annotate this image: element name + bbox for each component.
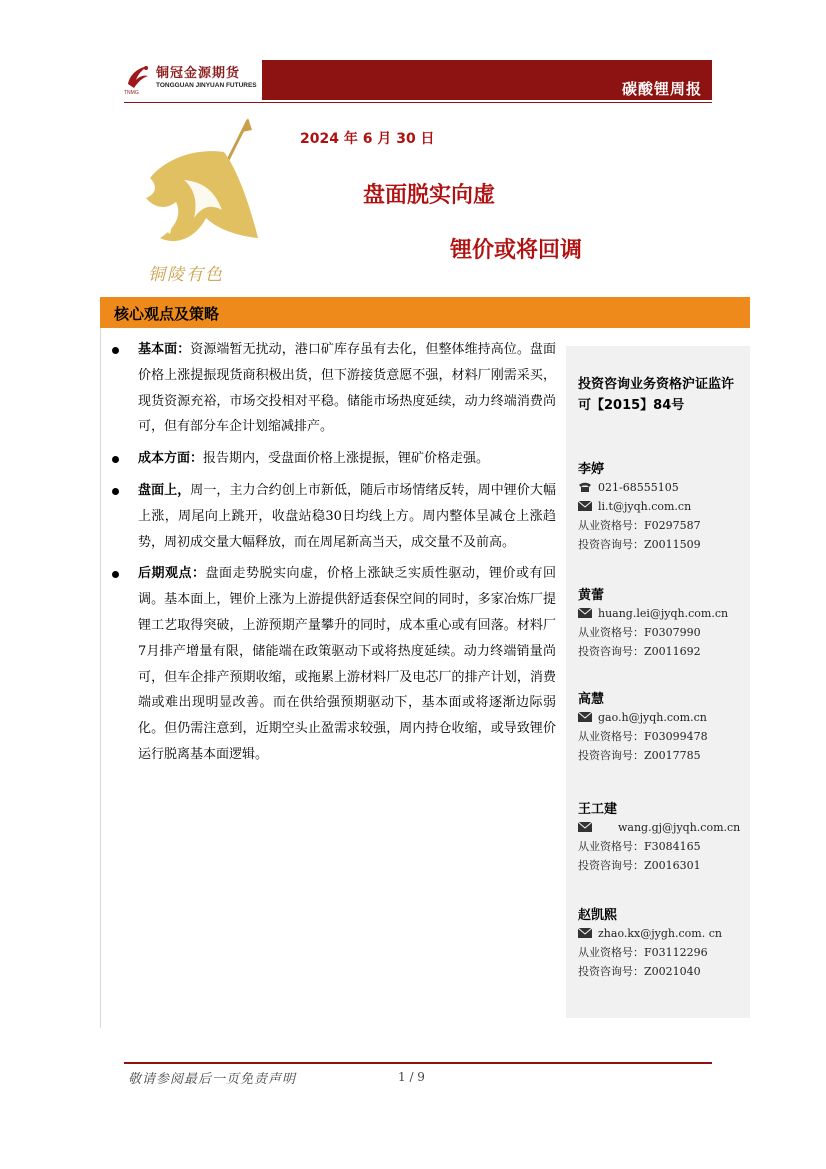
email-icon xyxy=(578,608,592,618)
company-name-en: TONGGUAN JINYUAN FUTURES xyxy=(156,82,257,89)
analyst-name: 黄蕾 xyxy=(578,588,605,603)
analyst-card xyxy=(578,584,746,661)
bullet-icon xyxy=(112,571,119,578)
analyst-consult: 投资咨询号：Z0011509 xyxy=(578,538,701,551)
analyst-card xyxy=(578,458,746,554)
header-divider xyxy=(124,102,712,103)
analyst-email[interactable]: huang.lei@jyqh.com.cn xyxy=(578,604,746,623)
analyst-cert: 从业资格号：F03112296 xyxy=(578,946,708,959)
analyst-cert: 从业资格号：F3084165 xyxy=(578,840,701,853)
bullet-text: 资源端暂无扰动，港口矿库存虽有去化，但整体维持高位。盘面价格上涨提振现货商积极出货，但下游接货意愿不强，材料厂刚需采买，现货资源充裕，市场交投相对平稳。储能市场热度延续，动力终端消费尚可，但有部分车企计划缩减排产。 xyxy=(138,342,556,435)
bullet-text: 周一，主力合约创上市新低，随后市场情绪反转，周中锂价大幅上涨，周尾向上跳开，收盘站稳30日均线上方。周内整体呈减仓上涨趋势，周初成交量大幅释放，而在周尾新高当天，成交量不及前高。 xyxy=(138,482,556,550)
bullet-icon xyxy=(112,456,119,463)
analyst-phone: 021-68555105 xyxy=(578,478,746,497)
analyst-consult: 投资咨询号：Z0017785 xyxy=(578,749,701,762)
section-header xyxy=(100,297,750,328)
bullet-heading: 基本面： xyxy=(138,342,191,357)
report-title-line2: 锂价或将回调 xyxy=(450,238,583,263)
analyst-consult: 投资咨询号：Z0021040 xyxy=(578,965,701,978)
analyst-name: 高慧 xyxy=(578,692,605,707)
bullet-text: 报告期内，受盘面价格上涨提振，锂矿价格走强。 xyxy=(203,451,490,467)
bullet-heading: 盘面上， xyxy=(138,482,191,498)
list-item xyxy=(108,478,556,555)
company-name-cn: 铜冠金源期货 xyxy=(156,66,241,81)
email-icon xyxy=(578,712,592,722)
analyst-card xyxy=(578,688,746,765)
analyst-cert: 从业资格号：F03099478 xyxy=(578,730,708,743)
list-item xyxy=(108,446,556,472)
analyst-cert: 从业资格号：F0307990 xyxy=(578,626,701,639)
list-item xyxy=(108,337,556,440)
report-title-line1: 盘面脱实向虚 xyxy=(363,183,496,208)
analyst-name: 赵凯熙 xyxy=(578,908,618,923)
analyst-consult: 投资咨询号：Z0016301 xyxy=(578,859,701,872)
email-icon xyxy=(578,928,592,938)
bullet-text: 盘面走势脱实向虚，价格上涨缺乏实质性驱动，锂价或有回调。基本面上，锂价上涨为上游提供舒适套保空间的同时，多家冶炼厂提锂工艺取得突破，上游预期产量攀升的同时，成本重心或有回落。材料厂7月排产增量有限，储能端在政策驱动下或将热度延续。动力终端销量尚可，但车企排产预期收缩，或拖累上游材料厂及电芯厂的排产计划，消费端或难出现明显改善。而在供给强预期驱动下，基本面或将逐渐边际弱化。但仍需注意到，近期空头止盈需求较强，周内持仓收缩，或导致锂价运行脱离基本面逻辑。 xyxy=(138,566,556,762)
section-title: 核心观点及策略 xyxy=(114,305,220,323)
analyst-name: 王工建 xyxy=(578,802,618,817)
analyst-email[interactable]: gao.h@jyqh.com.cn xyxy=(578,708,746,727)
footer-divider xyxy=(124,1062,712,1064)
analyst-consult: 投资咨询号：Z0011692 xyxy=(578,645,701,658)
company-logo xyxy=(124,60,264,96)
bullet-icon xyxy=(112,488,119,495)
analyst-cert: 从业资格号：F0297587 xyxy=(578,519,701,532)
bullet-icon xyxy=(112,347,119,354)
email-icon xyxy=(578,501,592,511)
page-number: 1 / 9 xyxy=(398,1070,425,1084)
analyst-name: 李婷 xyxy=(578,462,605,477)
analyst-sidebar xyxy=(566,346,750,1018)
company-abbr: TNMG xyxy=(124,90,139,96)
report-type: 碳酸锂周报 xyxy=(621,80,702,98)
email-icon xyxy=(578,822,592,832)
brand-calligraphy: 铜陵有色 xyxy=(148,265,224,285)
analyst-card xyxy=(578,798,746,875)
disclaimer-link[interactable]: 敬请参阅最后一页免责声明 xyxy=(128,1072,297,1087)
phone-icon xyxy=(578,482,592,492)
analyst-card xyxy=(578,904,746,981)
analyst-email[interactable]: wang.gj@jyqh.com.cn xyxy=(578,818,746,837)
tnmg-logo-icon xyxy=(124,62,152,92)
left-divider xyxy=(100,328,101,1028)
bullet-heading: 成本方面： xyxy=(138,451,204,467)
list-item xyxy=(108,561,556,767)
report-date: 2024 年 6 月 30 日 xyxy=(300,131,435,147)
analyst-email[interactable]: zhao.kx@jygh.com. cn xyxy=(578,924,746,943)
key-points-list xyxy=(108,337,556,774)
qualification-text: 投资咨询业务资格沪证监许可【2015】84号 xyxy=(578,377,735,413)
analyst-email[interactable]: li.t@jyqh.com.cn xyxy=(578,497,746,516)
bullet-heading: 后期观点： xyxy=(138,566,206,582)
